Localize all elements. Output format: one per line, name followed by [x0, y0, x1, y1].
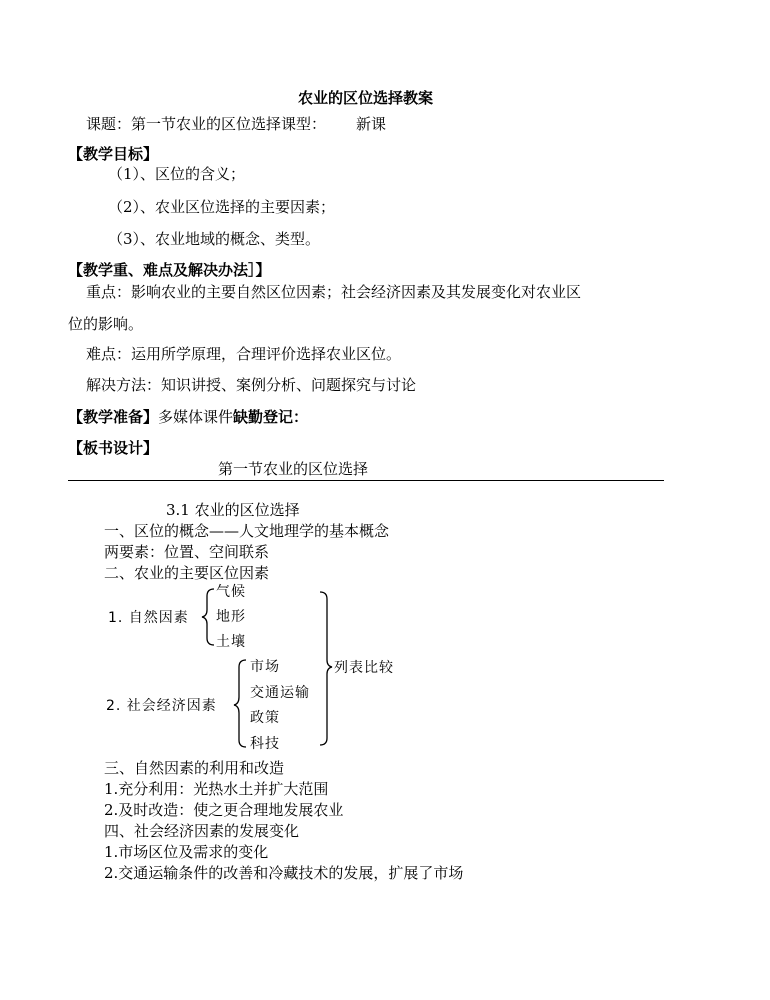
board-section-title: 3.1 农业的区位选择	[166, 501, 300, 519]
board-heading: 【板书设计】	[68, 439, 159, 457]
social-item-policy: 政策	[250, 710, 280, 726]
natural-brace	[202, 589, 214, 645]
prep-heading: 【教学准备】	[68, 408, 159, 426]
board-line-concept: 一、区位的概念——人文地理学的基本概念	[104, 522, 390, 540]
prep-text: 多媒体课件	[158, 408, 234, 426]
topic-label: 课题：第一节农业的区位选择课型：	[86, 115, 327, 133]
compare-label: 列表比较	[334, 660, 394, 676]
board-line-reform: 2.及时改造：使之更合理地发展农业	[104, 801, 344, 819]
board-line-transport: 2.交通运输条件的改善和冷藏技术的发展，扩展了市场	[104, 864, 464, 882]
board-line-factors: 二、农业的主要区位因素	[104, 564, 270, 582]
compare-brace	[320, 592, 332, 745]
social-factor-label: 2. 社会经济因素	[106, 698, 217, 714]
board-line-full-use: 1.充分利用：光热水土并扩大范围	[104, 780, 329, 798]
social-item-market: 市场	[250, 659, 280, 675]
topic-type: 新课	[356, 115, 387, 133]
difficult-points: 难点：运用所学原理，合理评价选择农业区位。	[86, 345, 402, 363]
social-brace	[234, 660, 246, 747]
solution-methods: 解决方法：知识讲授、案例分析、问题探究与讨论	[86, 376, 417, 394]
page-title: 农业的区位选择教案	[298, 89, 434, 107]
key-points-heading: 【教学重、难点及解决办法］】	[68, 261, 271, 279]
social-item-transport: 交通运输	[250, 685, 310, 701]
board-line-social-change: 四、社会经济因素的发展变化	[104, 822, 300, 840]
goals-heading: 【教学目标】	[68, 145, 159, 163]
key-points-line-2: 位的影响。	[68, 315, 144, 333]
natural-item-climate: 气候	[216, 584, 246, 600]
natural-item-soil: 土壤	[216, 634, 246, 650]
board-line-market: 1.市场区位及需求的变化	[104, 843, 269, 861]
natural-factor-label: 1. 自然因素	[108, 610, 189, 626]
natural-item-terrain: 地形	[216, 609, 246, 625]
board-line-elements: 两要素：位置、空间联系	[104, 543, 270, 561]
goal-item-3: （3）、农业地域的概念、类型。	[108, 230, 321, 248]
board-subtitle: 第一节农业的区位选择	[218, 460, 369, 478]
key-points-line-1: 重点：影响农业的主要自然区位因素；社会经济因素及其发展变化对农业区	[86, 283, 582, 301]
social-item-technology: 科技	[250, 736, 280, 752]
absence-register: 缺勤登记：	[233, 408, 309, 426]
goal-item-1: （1）、区位的含义；	[108, 165, 246, 183]
board-line-natural-use: 三、自然因素的利用和改造	[104, 759, 285, 777]
goal-item-2: （2）、农业区位选择的主要因素；	[108, 198, 336, 216]
